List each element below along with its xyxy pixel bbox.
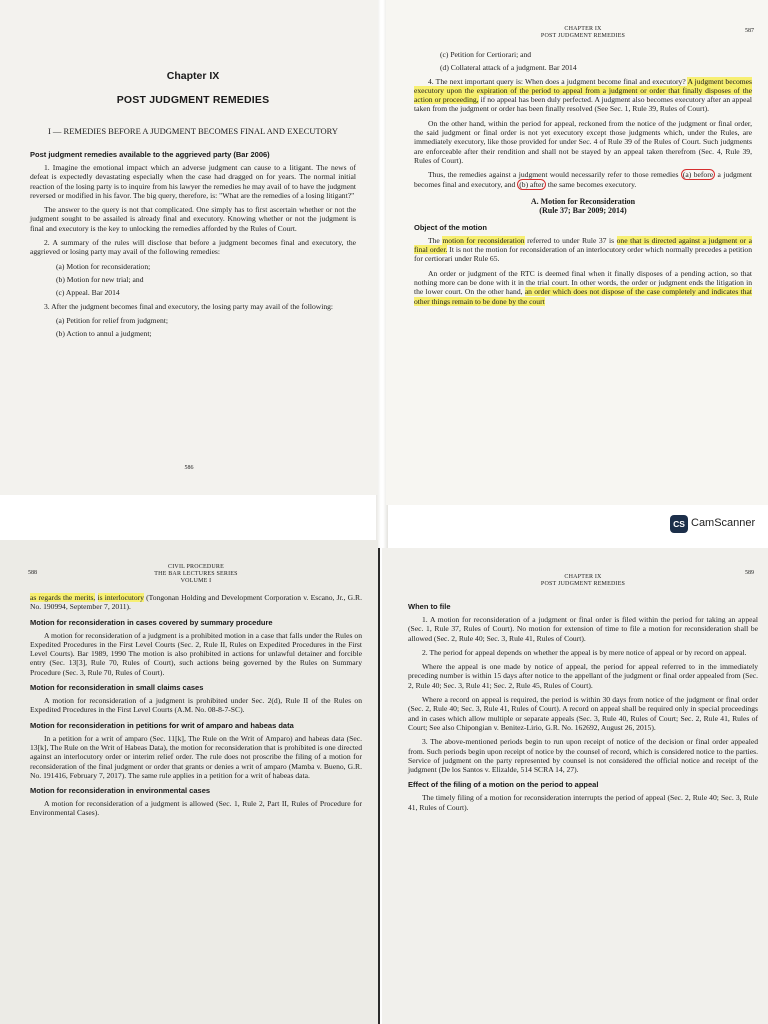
paragraph: A motion for reconsideration of a judgment is allowed (Sec. 1, Rule 2, Part II, Rules of Procedure for Environmental Cases). (30, 799, 362, 818)
paragraph: 2. The period for appeal depends on whether the appeal is by mere notice of appeal or by record on appeal. (422, 647, 747, 657)
list-item: (b) Action to annul a judgment; (56, 329, 152, 339)
running-header (414, 26, 752, 40)
paragraph: 3. The above-mentioned periods begin to run upon receipt of notice of the decision or final order appealed from. Such periods begin upon receipt of notice by the counsel of record, which is considered notice to the parties. Service of judgment on the party represented by counsel is not considered the official notice and receipt of the judgment (De los Santos v. Elizalde, 514 SCRA 14, 27). (408, 737, 758, 775)
paragraph: The timely filing of a motion for reconsideration interrupts the period of appeal (Sec. 2, Rule 40; Sec. 3, Rule 41, Rules of Court). (408, 793, 758, 812)
highlighted-text: motion for reconsideration (442, 235, 525, 245)
header-line: CIVIL PROCEDURE (168, 564, 224, 570)
paragraph: In a petition for a writ of amparo (Sec. 11[k], The Rule on the Writ of Amparo) and habeas data (Sec. 13[k], The Rule on the Writ of Habeas Data), the motion for reconsideration that is prohibited is one directed against an interlocutory order or interim relief order. The rule does not proscribe the filing of a motion for reconsideration of the final judgment or order that grants or denies a writ of amparo (Mamba v. Bueno, G.R. No. 191416, February 7, 2017). The same rule applies in a petition for a writ of habeas data. (30, 733, 362, 780)
highlighted-text: is interlocutory (97, 593, 144, 602)
list-item: (a) Motion for reconsideration; (56, 261, 151, 271)
highlighted-text: an order which does not dispose of the case completely and indicates that other things remain to be done by the court (414, 287, 752, 306)
paragraph (414, 77, 752, 114)
paragraph (30, 593, 362, 612)
subheading: Effect of the filing of a motion on the period to appeal (408, 780, 599, 790)
paragraph: A motion for reconsideration of a judgment is prohibited under Sec. 2(d), Rule II of the Rules on Expedited Procedures in the First Level Courts (A.M. No. 08-8-7-SC). (30, 696, 362, 715)
page-number: 587 (745, 28, 754, 34)
running-header (30, 564, 362, 585)
list-item: (c) Petition for Certiorari; and (440, 50, 532, 59)
highlighted-text: A judgment becomes executory upon the expiration of the period to appeal from a judgment or order that finally disposes of the action or proceeding, (414, 76, 752, 105)
text-span: a judgment becomes final and executory, and (414, 170, 753, 189)
text-span: The (428, 235, 440, 245)
section-subtitle: (Rule 37; Bar 2009; 2014) (539, 205, 627, 215)
paragraph (414, 170, 752, 189)
page-number: 589 (745, 570, 754, 576)
text-span: referred to under Rule 37 is (527, 235, 615, 245)
list-item: (a) Petition for relief from judgment; (56, 315, 168, 325)
list-item: (b) Motion for new trial; and (56, 274, 144, 284)
header-line: THE BAR LECTURES SERIES (154, 571, 238, 577)
text-span: Thus, the remedies against a judgment would necessarily refer to those remedies (428, 170, 679, 180)
chapter-heading: Chapter IX (166, 70, 220, 82)
subheading: When to file (408, 602, 451, 611)
page-edge-shadow (378, 548, 380, 1024)
text-span: An order or judgment of the RTC is deemed final when it finally disposes of a pending action, so that nothing more can be done with it in the trial court. In other words, the order or judgment ends the litigation in the lower court. On the other hand, (414, 268, 752, 297)
subheading: Motion for reconsideration in small claims cases (30, 683, 204, 693)
text-span: (Tongonan Holding and Development Corporation v. Escano, Jr., G.R. No. 190994, September 7, 2011). (30, 593, 362, 612)
paragraph: 2. A summary of the rules will disclose that before a judgment becomes final and executory, the aggrieved or losing party may avail of the following remedies: (30, 238, 356, 257)
text-span: the same becomes executory. (547, 179, 637, 189)
page-number: 586 (184, 465, 194, 471)
text-span: if no appeal has been duly perfected. A judgment also becomes executory after an appeal taken from the judgment or order has been finally resolved (See Sec. 1, Rule 39, Rules of Court). (414, 95, 752, 114)
subheading: Post judgment remedies available to the aggrieved party (Bar 2006) (30, 150, 270, 159)
header-title: POST JUDGMENT REMEDIES (540, 33, 626, 39)
subheading: Motion for reconsideration in petitions for writ of amparo and habeas data (30, 720, 294, 730)
paragraph (414, 236, 752, 264)
header-title: POST JUDGMENT REMEDIES (540, 581, 626, 587)
paragraph: On the other hand, within the period for appeal, reckoned from the notice of the judgment or final order, the said judgment or final order is not yet executory except those judgments which, under the Rules, are immediately executory, like those provided for under Sec. 4 of Rule 39 of the Rules of Court. Such judgments are enforceable after their rendition and shall not be stayed by an appeal taken therefrom (Sec. 4, Rule 39, Rules of Court). (414, 118, 752, 165)
section-title: A. Motion for Reconsideration (530, 196, 636, 206)
paragraph: 1. A motion for reconsideration of a judgment or final order is filed within the period for taking an appeal (Sec. 1, Rule 37, Rules of Court). No motion for extension of time to file a motion for reconsideration shall be allowed (Sec. 2, Rule 40; Sec. 3, Rule 41, Rules of Court). (408, 615, 758, 643)
header-chapter: CHAPTER IX (564, 574, 602, 580)
highlighted-text: as regards the merits, (30, 593, 96, 602)
camscanner-label: CamScanner (691, 517, 756, 529)
subheading: Object of the motion (414, 222, 487, 232)
page-587 (386, 0, 768, 505)
camscanner-logo-icon: CS (670, 515, 688, 533)
list-item: (c) Appeal. Bar 2014 (56, 288, 120, 298)
page-588 (0, 540, 378, 1024)
running-header (408, 574, 758, 588)
paragraph: Where the appeal is one made by notice of appeal, the period for appeal referred to in the immediately preceding number is within 15 days after notice to the appellant of the judgment or final order appealed from (Sec. 2, Rule 40; Sec. 3, Rule 41; Sec. 2, Rule 45, Rules of Court). (408, 662, 758, 690)
paragraph: A motion for reconsideration of a judgment is a prohibited motion in a case that falls under the Rules on Expedited Procedures in the First Level Courts (Sec. 2, Rule II, Rules on Expedited Procedures in the First Level Courts). Bar 1989, 1990 The motion is also prohibited in actions for unlawful detainer and forcible entry (Sec. 13[3], Rule 70, Rules of Court), such actions being governed by the Rules on Summary Procedure (Sec. 3, Rule 70, Rules of Court). (30, 630, 362, 677)
page-number: 588 (28, 570, 37, 576)
page-589 (382, 548, 768, 1024)
subheading: Motion for reconsideration in cases covered by summary procedure (30, 617, 273, 627)
text-span: It is not the motion for reconsideration of an interlocutory order which normally precedes a petition for certiorari under Rule 65. (414, 245, 752, 264)
header-line: VOLUME I (180, 578, 212, 584)
page-586 (0, 0, 378, 495)
text-span: 4. The next important query is: When does a judgment become final and executory? (428, 76, 686, 86)
section-title: I — REMEDIES BEFORE A JUDGMENT BECOMES FINAL AND EXECUTORY (47, 126, 339, 136)
paragraph: Where a record on appeal is required, the period is within 30 days from notice of the judgment or final order (Sec. 2, Rule 40; Sec. 3, Rule 41, Rules of Court). A record on appeal shall be required only in special proceedings and in cases which allow multiple or separate appeals (Sec. 3, Rule 40, Rules of Court; Sec. 2, Rule 41, Rules of Court; See also Chipongian v. Benitez-Lirio, G.R. No. 162692, August 26, 2015). (408, 695, 758, 732)
circled-text: (b) after (519, 179, 544, 189)
paragraph (414, 269, 752, 306)
paragraph: 3. After the judgment becomes final and executory, the losing party may avail of the following: (44, 301, 334, 311)
list-item: (d) Collateral attack of a judgment. Bar 2014 (440, 63, 577, 73)
paragraph: The answer to the query is not that complicated. One simply has to first ascertain whether or not the judgment sought to be assailed is already final and executory. Knowing whether or not the judgment is final and executory is the key to unlocking the remedies afforded by the Rules of Court. (30, 205, 356, 233)
paragraph: 1. Imagine the emotional impact which an adverse judgment can cause to a litigant. The news of defeat is expectedly devastating especially when the case had dragged on for years. The normal initial reaction of the losing party is to inquire from his lawyer the remedies he may avail of to have the judgment reversed or modified in his favor. The big query, therefore, is: "What are the remedies of a losing litigant?" (30, 163, 356, 200)
highlighted-text: one that is directed against a judgment or a final order. (414, 235, 752, 255)
chapter-title: POST JUDGMENT REMEDIES (116, 94, 270, 106)
header-chapter: CHAPTER IX (564, 26, 602, 32)
circled-text: (a) before (682, 170, 714, 180)
subheading: Motion for reconsideration in environmental cases (30, 786, 211, 796)
